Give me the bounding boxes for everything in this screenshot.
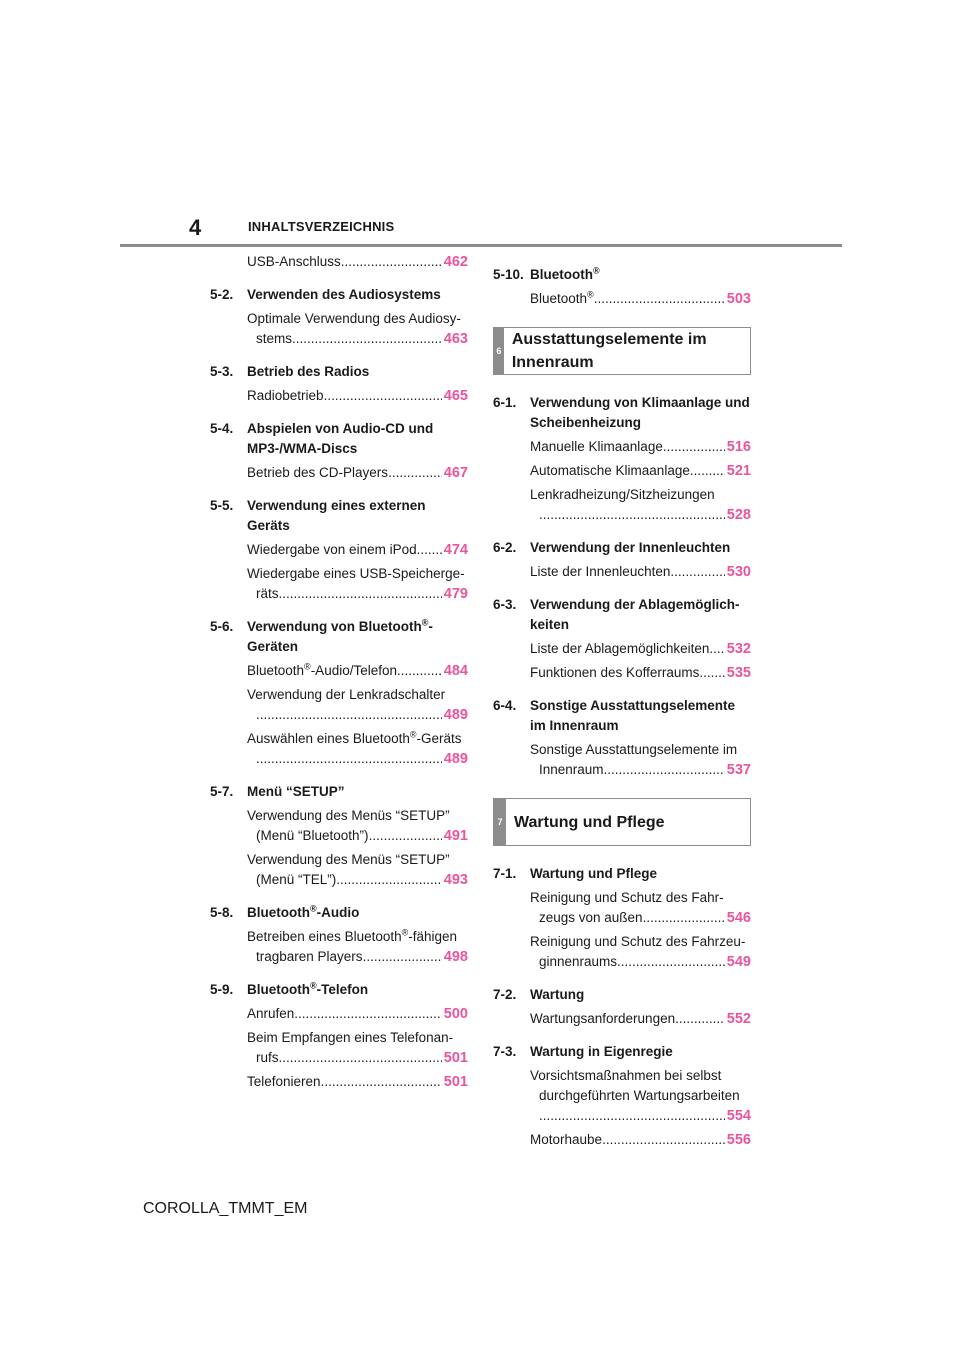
toc-entry-text: Verwendung der Lenkradschalter — [247, 687, 446, 702]
toc-page-link[interactable]: 503 — [726, 291, 751, 307]
toc-left-column — [210, 252, 468, 1092]
toc-entry[interactable] — [247, 661, 468, 681]
section-title: Verwendung von Bluetooth®-Geräten — [247, 617, 433, 654]
toc-page-link[interactable]: 491 — [443, 828, 468, 844]
chapter-number-tab: 7 — [494, 799, 506, 845]
section-number: 5-10. — [493, 267, 524, 282]
toc-entry-text: Verwendung des Menüs “SETUP” — [247, 852, 450, 867]
leader-dots — [279, 584, 442, 604]
toc-entry-text: zeugs von außen — [539, 910, 643, 925]
section-number: 7-1. — [493, 866, 517, 881]
leader-dots — [363, 947, 442, 967]
toc-entry-text: Sonstige Ausstattungselemente im — [530, 742, 738, 757]
section-title: Bluetooth®-Telefon — [247, 980, 369, 997]
toc-page-link[interactable]: 528 — [726, 507, 751, 523]
leader-dots — [417, 540, 442, 560]
section-heading — [210, 419, 468, 459]
toc-entry-text: Automatische Klimaanlage — [530, 463, 690, 478]
toc-entry[interactable] — [530, 289, 751, 309]
toc-entry[interactable] — [530, 639, 751, 659]
section-title: Bluetooth®-Audio — [247, 903, 360, 920]
section-title: Wartung — [530, 987, 585, 1002]
section-number: 7-2. — [493, 987, 517, 1002]
leader-dots — [604, 760, 725, 780]
section-title: Verwenden des Audiosystems — [247, 287, 441, 302]
toc-page-link[interactable]: 493 — [443, 872, 468, 888]
toc-entry[interactable] — [247, 386, 468, 406]
section-heading — [493, 393, 751, 433]
toc-page-link[interactable]: 546 — [726, 910, 751, 926]
toc-page-link[interactable]: 501 — [443, 1074, 468, 1090]
toc-entry-text: Telefonieren — [247, 1074, 321, 1089]
toc-entry-text: tragbaren Players — [256, 949, 363, 964]
toc-entry[interactable] — [247, 540, 468, 560]
toc-entry[interactable] — [530, 1066, 751, 1126]
toc-entry[interactable] — [530, 663, 751, 683]
leader-dots — [539, 505, 725, 525]
toc-page-link[interactable]: 516 — [726, 439, 751, 455]
section-number: 5-9. — [210, 982, 234, 997]
toc-entry-text: USB-Anschluss — [247, 254, 341, 269]
toc-entry-text: (Menü “Bluetooth”) — [256, 828, 369, 843]
toc-entry[interactable] — [530, 485, 751, 525]
toc-page-link[interactable]: 556 — [726, 1132, 751, 1148]
leader-dots — [690, 461, 725, 481]
toc-entry-text: durchgeführten Wartungsarbeiten — [539, 1088, 740, 1103]
section-heading — [210, 362, 468, 382]
toc-entry[interactable] — [247, 463, 468, 483]
toc-entry-text: Motorhaube — [530, 1132, 603, 1147]
toc-page-link[interactable]: 532 — [726, 641, 751, 657]
section-title: Abspielen von Audio-CD und MP3-/WMA-Discs — [247, 421, 434, 456]
leader-dots — [617, 952, 725, 972]
toc-entry-text: räts — [256, 586, 279, 601]
toc-entry[interactable] — [530, 1130, 751, 1150]
section-heading — [493, 696, 751, 736]
toc-page-link[interactable]: 462 — [443, 254, 468, 270]
toc-page-link[interactable]: 549 — [726, 954, 751, 970]
toc-page-link[interactable]: 463 — [443, 331, 468, 347]
section-number: 6-2. — [493, 540, 517, 555]
leader-dots — [602, 1130, 725, 1150]
toc-entry[interactable] — [530, 1009, 751, 1029]
toc-page-link[interactable]: 521 — [726, 463, 751, 479]
section-title: Bluetooth® — [530, 265, 600, 282]
toc-entry-text: Verwendung des Menüs “SETUP” — [247, 808, 450, 823]
toc-entry-text: Reinigung und Schutz des Fahr- — [530, 890, 724, 905]
section-heading — [493, 595, 751, 635]
toc-entry-text: rufs — [256, 1050, 279, 1065]
toc-page-link[interactable]: 552 — [726, 1011, 751, 1027]
toc-entry-text: Optimale Verwendung des Audiosy- — [247, 311, 461, 326]
section-heading — [493, 265, 751, 285]
toc-page-link[interactable]: 501 — [443, 1050, 468, 1066]
leader-dots — [539, 1106, 725, 1126]
leader-dots — [256, 749, 442, 769]
leader-dots — [397, 661, 442, 681]
toc-entry-text: Wiedergabe eines USB-Speicherge- — [247, 566, 465, 581]
toc-page-link[interactable]: 467 — [443, 465, 468, 481]
toc-entry-text: Liste der Innenleuchten — [530, 564, 671, 579]
section-number: 6-3. — [493, 597, 517, 612]
toc-entry-text: stems — [256, 331, 293, 346]
section-number: 5-4. — [210, 421, 234, 436]
toc-page-link[interactable]: 537 — [726, 762, 751, 778]
toc-entry-text: Bluetooth® — [530, 289, 594, 306]
toc-page-link[interactable]: 530 — [726, 564, 751, 580]
toc-entry[interactable] — [247, 1028, 468, 1068]
section-heading — [493, 1042, 751, 1062]
toc-entry-text: Manuelle Klimaanlage — [530, 439, 663, 454]
toc-entry-text: Funktionen des Kofferraums — [530, 665, 700, 680]
toc-entry[interactable] — [530, 562, 751, 582]
section-heading — [493, 985, 751, 1005]
toc-entry-text: Reinigung und Schutz des Fahrzeu- — [530, 934, 746, 949]
toc-entry[interactable] — [530, 932, 751, 972]
toc-entry[interactable] — [530, 888, 751, 928]
toc-entry[interactable] — [247, 309, 468, 349]
toc-entry-text: Vorsichtsmaßnahmen bei selbst — [530, 1068, 722, 1083]
toc-page-link[interactable]: 535 — [726, 665, 751, 681]
chapter-banner-6[interactable] — [493, 327, 751, 375]
section-number: 6-4. — [493, 698, 517, 713]
page-number: 4 — [189, 215, 202, 240]
leader-dots — [699, 663, 724, 683]
section-number: 5-7. — [210, 784, 234, 799]
toc-page-link[interactable]: 554 — [726, 1108, 751, 1124]
section-title: Wartung und Pflege — [530, 866, 657, 881]
section-heading — [210, 782, 468, 802]
toc-entry-text: Betreiben eines Bluetooth®-fähigen — [247, 927, 458, 944]
toc-entry-text: Wartungsanforderungen — [530, 1011, 676, 1026]
toc-entry-text: Beim Empfangen eines Telefonan- — [247, 1030, 454, 1045]
leader-dots — [294, 1004, 442, 1024]
leader-dots — [388, 463, 442, 483]
toc-page-link[interactable]: 474 — [443, 542, 468, 558]
chapter-banner-7[interactable] — [493, 798, 751, 846]
leader-dots — [324, 386, 442, 406]
section-number: 6-1. — [493, 395, 517, 410]
chapter-title: Ausstattungselemente im Innenraum — [511, 331, 707, 371]
leader-dots — [663, 437, 725, 457]
toc-entry[interactable] — [247, 850, 468, 890]
section-title: Verwendung der Ablagemöglich-keiten — [530, 597, 740, 632]
toc-entry-text: (Menü “TEL”) — [256, 872, 337, 887]
section-heading — [210, 903, 468, 923]
header-title: INHALTSVERZEICHNIS — [248, 219, 395, 234]
section-title: Betrieb des Radios — [247, 364, 370, 379]
toc-page-link[interactable]: 489 — [443, 707, 468, 723]
section-heading — [210, 617, 468, 657]
leader-dots — [670, 562, 724, 582]
toc-entry-text: Wiedergabe von einem iPod — [247, 542, 417, 557]
section-number: 5-8. — [210, 905, 234, 920]
chapter-title: Wartung und Pflege — [514, 813, 665, 831]
chapter-number-tab: 6 — [494, 328, 504, 374]
toc-entry-text: Lenkradheizung/Sitzheizungen — [530, 487, 715, 502]
toc-entry[interactable] — [247, 252, 468, 272]
section-title: Verwendung der Innenleuchten — [530, 540, 731, 555]
section-heading — [493, 864, 751, 884]
toc-entry-text: Auswählen eines Bluetooth®-Geräts — [247, 729, 462, 746]
section-title: Menü “SETUP” — [247, 784, 345, 799]
toc-page-link[interactable]: 500 — [443, 1006, 468, 1022]
toc-right-column — [493, 252, 751, 1150]
leader-dots — [292, 329, 442, 349]
footer-code: COROLLA_TMMT_EM — [143, 1200, 308, 1217]
toc-entry-text: Radiobetrieb — [247, 388, 324, 403]
section-heading — [493, 538, 751, 558]
leader-dots — [321, 1072, 442, 1092]
toc-entry[interactable] — [247, 1004, 468, 1024]
section-heading — [210, 496, 468, 536]
toc-entry[interactable] — [247, 685, 468, 725]
toc-entry[interactable] — [247, 1072, 468, 1092]
leader-dots — [594, 289, 725, 309]
header-rule — [120, 244, 842, 247]
toc-entry-text: ginnenraums — [539, 954, 618, 969]
toc-entry[interactable] — [530, 437, 751, 457]
toc-entry-text: Innenraum — [539, 762, 604, 777]
leader-dots — [643, 908, 725, 928]
toc-entry[interactable] — [247, 806, 468, 846]
toc-entry[interactable] — [530, 461, 751, 481]
leader-dots — [675, 1009, 725, 1029]
section-heading — [210, 285, 468, 305]
section-number: 7-3. — [493, 1044, 517, 1059]
toc-entry-text: Liste der Ablagemöglichkeiten — [530, 641, 710, 656]
toc-page-link[interactable]: 498 — [443, 949, 468, 965]
leader-dots — [279, 1048, 442, 1068]
section-number: 5-2. — [210, 287, 234, 302]
toc-entry-text: Anrufen — [247, 1006, 295, 1021]
section-title: Wartung in Eigenregie — [530, 1044, 673, 1059]
section-title: Verwendung von Klimaanlage und Scheibenheizung — [530, 395, 750, 430]
leader-dots — [341, 252, 442, 272]
section-title: Verwendung eines externen Geräts — [247, 498, 426, 533]
toc-entry-text: Betrieb des CD-Players — [247, 465, 389, 480]
section-title: Sonstige Ausstattungselemente im Innenraum — [530, 698, 736, 733]
section-number: 5-3. — [210, 364, 234, 379]
leader-dots — [336, 870, 442, 890]
leader-dots — [369, 826, 442, 846]
toc-page-link[interactable]: 479 — [443, 586, 468, 602]
toc-entry[interactable] — [247, 729, 468, 769]
toc-entry[interactable] — [530, 740, 751, 780]
toc-page-link[interactable]: 465 — [443, 388, 468, 404]
section-number: 5-6. — [210, 619, 234, 634]
toc-page-link[interactable]: 484 — [443, 663, 468, 679]
section-heading — [210, 980, 468, 1000]
toc-entry[interactable] — [247, 927, 468, 967]
section-number: 5-5. — [210, 498, 234, 513]
leader-dots — [709, 639, 724, 659]
toc-page-link[interactable]: 489 — [443, 751, 468, 767]
leader-dots — [256, 705, 442, 725]
toc-entry[interactable] — [247, 564, 468, 604]
toc-entry-text: Bluetooth®-Audio/Telefon — [247, 661, 397, 678]
